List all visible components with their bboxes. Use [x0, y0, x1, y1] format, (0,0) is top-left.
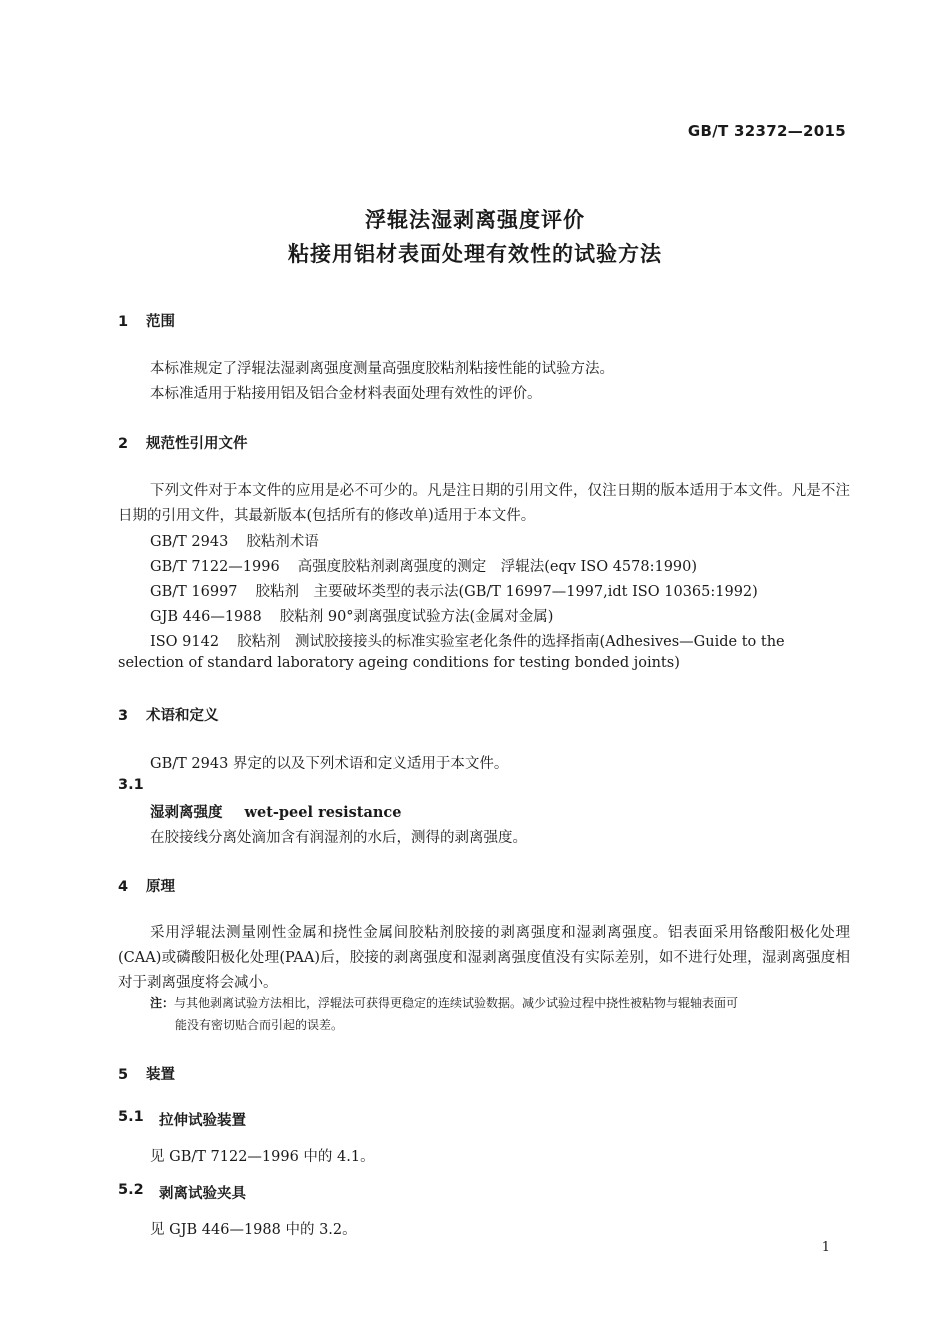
reference-text: 高强度胶粘剂剥离强度的测定 浮辊法(eqv ISO 4578:1990) — [297, 559, 698, 575]
page-number: 1 — [821, 1240, 830, 1255]
section-title: 装置 — [146, 1067, 175, 1083]
reference-code: GB/T 2943 — [150, 534, 229, 550]
reference-text: 胶粘剂术语 — [246, 534, 319, 550]
subsection-number: 3.1 — [118, 777, 144, 793]
reference-code: GJB 446—1988 — [150, 609, 262, 625]
section-4-heading — [118, 875, 175, 896]
section-5-heading — [118, 1063, 175, 1084]
section-number: 1 — [118, 314, 129, 330]
note-line — [150, 992, 850, 1014]
reference-item — [150, 630, 803, 651]
subsection-title: 剥离试验夹具 — [159, 1186, 246, 1202]
section-3-intro: GB/T 2943 界定的以及下列术语和定义适用于本文件。 — [150, 756, 509, 772]
section-title: 规范性引用文件 — [146, 436, 248, 452]
subsection-body: 见 GB/T 7122—1996 中的 4.1。 — [150, 1149, 375, 1165]
section-4-body: 采用浮辊法测量刚性金属和挠性金属间胶粘剂胶接的剥离强度和湿剥离强度。铝表面采用铬酸阳极化处理(CAA)或磷酸阳极化处理(PAA)后，胶接的剥离强度和湿剥离强度值没有实际差别，如不进行处理，湿剥离强度相对于剥离强度将会减小。 — [118, 925, 850, 991]
section-title: 术语和定义 — [146, 708, 219, 724]
reference-text: 胶粘剂 测试胶接接头的标准实验室老化条件的选择指南(Adhesives—Guide to the — [237, 634, 785, 650]
note-line: 能没有密切贴合而引起的误差。 — [175, 1018, 344, 1032]
section-title: 原理 — [146, 879, 175, 895]
section-1-heading — [118, 310, 175, 331]
reference-item — [150, 580, 776, 601]
reference-item — [150, 605, 571, 626]
section-title: 范围 — [146, 314, 175, 330]
note-text: 与其他剥离试验方法相比，浮辊法可获得更稳定的连续试验数据。减少试验过程中挠性被粘物与辊轴表面可 — [174, 996, 739, 1010]
reference-code: ISO 9142 — [150, 634, 220, 650]
subsection-number: 5.1 — [118, 1109, 144, 1125]
section-number: 3 — [118, 708, 129, 724]
document-title-line2: 粘接用铝材表面处理有效性的试验方法 — [288, 242, 662, 266]
reference-code: GB/T 16997 — [150, 584, 238, 600]
subsection-body: 见 GJB 446—1988 中的 3.2。 — [150, 1222, 357, 1238]
reference-text: 胶粘剂 主要破坏类型的表示法(GB/T 16997—1997,idt ISO 10365:1992) — [255, 584, 758, 600]
note-label: 注： — [150, 996, 175, 1010]
document-title-line1: 浮辊法湿剥离强度评价 — [365, 208, 585, 232]
reference-item — [150, 555, 715, 576]
subsection-number: 5.2 — [118, 1182, 144, 1198]
term-entry — [150, 801, 401, 822]
term-english: wet-peel resistance — [244, 804, 402, 821]
term-definition: 在胶接线分离处滴加含有润湿剂的水后，测得的剥离强度。 — [150, 830, 527, 846]
reference-code: GB/T 7122—1996 — [150, 559, 280, 575]
reference-text: 胶粘剂 90°剥离强度试验方法(金属对金属) — [279, 609, 554, 625]
section-1-paragraph: 本标准规定了浮辊法湿剥离强度测量高强度胶粘剂粘接性能的试验方法。 — [150, 361, 614, 377]
section-2-intro: 下列文件对于本文件的应用是必不可少的。凡是注日期的引用文件，仅注日期的版本适用于本文件。凡是不注日期的引用文件，其最新版本(包括所有的修改单)适用于本文件。 — [118, 483, 850, 524]
section-number: 2 — [118, 436, 129, 452]
note — [150, 992, 850, 1036]
section-2-heading — [118, 432, 248, 453]
section-3-heading — [118, 704, 219, 725]
standard-number: GB/T 32372—2015 — [687, 122, 846, 140]
section-1-paragraph: 本标准适用于粘接用铝及铝合金材料表面处理有效性的评价。 — [150, 386, 542, 402]
section-number: 4 — [118, 879, 129, 895]
term-chinese: 湿剥离强度 — [150, 805, 223, 821]
reference-item — [150, 530, 337, 551]
subsection-title: 拉伸试验装置 — [159, 1113, 246, 1129]
section-number: 5 — [118, 1067, 129, 1083]
reference-continuation: selection of standard laboratory ageing conditions for testing bonded joints) — [118, 655, 680, 671]
